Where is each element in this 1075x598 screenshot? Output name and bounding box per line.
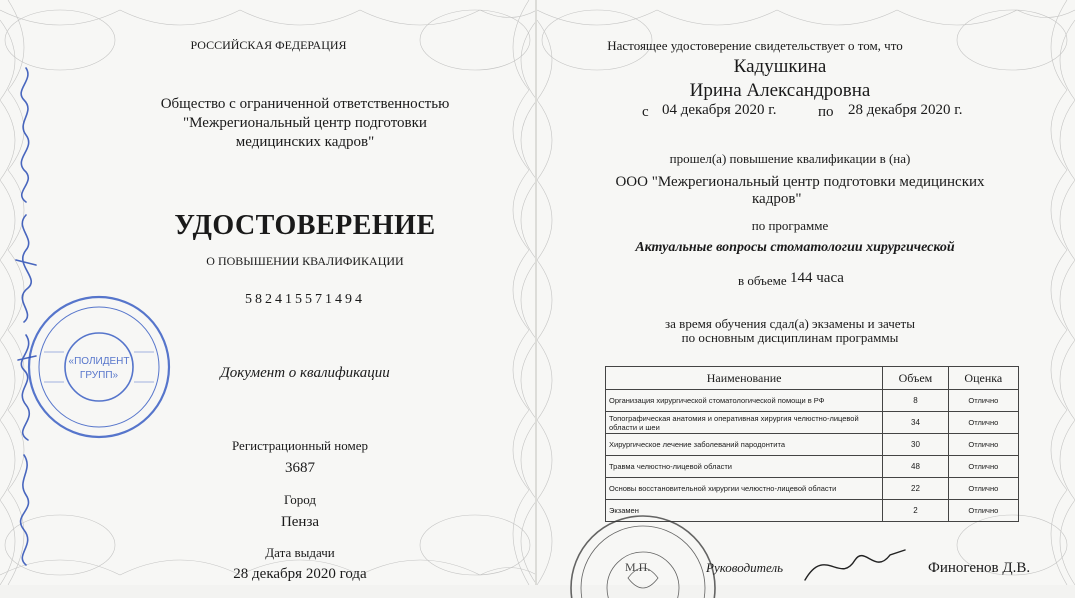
table-header-row bbox=[606, 367, 1019, 390]
registration-label: Регистрационный номер bbox=[232, 438, 368, 453]
country-label: РОССИЙСКАЯ ФЕДЕРАЦИЯ bbox=[190, 38, 347, 52]
org-name-line1: Общество с ограниченной ответственностью bbox=[160, 96, 450, 112]
discipline-name: Основы восстановительной хирургии челюстно-лицевой области bbox=[606, 478, 883, 500]
discipline-hours: 48 bbox=[883, 456, 948, 478]
svg-text:«ПОЛИДЕНТ: «ПОЛИДЕНТ bbox=[68, 356, 130, 367]
registration-value: 3687 bbox=[285, 460, 315, 476]
company-stamp-icon bbox=[24, 292, 174, 442]
discipline-grade: Отлично bbox=[948, 478, 1018, 500]
discipline-name: Хирургическое лечение заболеваний пародонтита bbox=[606, 434, 883, 456]
right-org-line1: ООО "Межрегиональный центр подготовки медицинских bbox=[615, 174, 985, 190]
city-label: Город bbox=[283, 492, 317, 507]
discipline-grade: Отлично bbox=[948, 456, 1018, 478]
discipline-name: Организация хирургической стоматологической помощи в РФ bbox=[606, 390, 883, 412]
period-to-label: по bbox=[818, 104, 834, 120]
right-org-line2: кадров" bbox=[752, 191, 802, 207]
svg-text:ГРУПП»: ГРУПП» bbox=[79, 370, 119, 381]
issue-date-label: Дата выдачи bbox=[265, 545, 335, 560]
discipline-name: Травма челюстно-лицевой области bbox=[606, 456, 883, 478]
disciplines-table bbox=[605, 366, 1019, 522]
table-row bbox=[606, 434, 1019, 456]
org-name-line2: "Межрегиональный центр подготовки bbox=[183, 115, 427, 131]
discipline-name: Экзамен bbox=[606, 500, 883, 522]
intro-text: Настоящее удостоверение свидетельствует о том, что bbox=[607, 38, 903, 53]
exam-text-line1: за время обучения сдал(а) экзамены и зачеты bbox=[665, 316, 915, 331]
holder-surname: Кадушкина bbox=[733, 56, 827, 77]
discipline-hours: 34 bbox=[883, 412, 948, 434]
exam-text-line2: по основным дисциплинам программы bbox=[681, 330, 899, 345]
header-grade: Оценка bbox=[948, 367, 1018, 390]
certificate-number: 582415571494 bbox=[245, 292, 365, 307]
period-from-label: с bbox=[642, 104, 649, 120]
period-to-date: 28 декабря 2020 г. bbox=[848, 102, 963, 118]
discipline-name: Топографическая анатомия и оперативная хирургия челюстно-лицевой области и шеи bbox=[606, 412, 883, 434]
document-type: Документ о квалификации bbox=[220, 365, 390, 381]
discipline-hours: 30 bbox=[883, 434, 948, 456]
document-title: УДОСТОВЕРЕНИЕ bbox=[174, 210, 436, 241]
volume-label: в объеме bbox=[738, 273, 787, 288]
passed-text: прошел(а) повышение квалификации в (на) bbox=[669, 151, 911, 166]
table-row bbox=[606, 412, 1019, 434]
table-row bbox=[606, 478, 1019, 500]
header-name: Наименование bbox=[606, 367, 883, 390]
period-from-date: 04 декабря 2020 г. bbox=[662, 102, 777, 118]
discipline-hours: 22 bbox=[883, 478, 948, 500]
left-page bbox=[0, 0, 537, 585]
program-name: Актуальные вопросы стоматологии хирургической bbox=[635, 240, 955, 255]
head-name: Финогенов Д.В. bbox=[928, 560, 1031, 576]
table-row bbox=[606, 456, 1019, 478]
org-name-line3: медицинских кадров" bbox=[235, 134, 375, 150]
city-value: Пенза bbox=[280, 514, 320, 530]
table-row bbox=[606, 390, 1019, 412]
discipline-grade: Отлично bbox=[948, 390, 1018, 412]
header-volume: Объем bbox=[883, 367, 948, 390]
holder-name: Ирина Александровна bbox=[689, 80, 871, 101]
program-label: по программе bbox=[751, 218, 829, 233]
discipline-grade: Отлично bbox=[948, 412, 1018, 434]
document-subtitle: О ПОВЫШЕНИИ КВАЛИФИКАЦИИ bbox=[206, 254, 404, 268]
handwritten-certification-signature bbox=[6, 60, 46, 580]
discipline-grade: Отлично bbox=[948, 500, 1018, 522]
issue-date-value: 28 декабря 2020 года bbox=[233, 566, 367, 582]
head-signature-icon bbox=[800, 540, 910, 585]
head-label: Руководитель bbox=[706, 560, 784, 575]
discipline-hours: 2 bbox=[883, 500, 948, 522]
volume-value: 144 часа bbox=[790, 270, 844, 286]
discipline-hours: 8 bbox=[883, 390, 948, 412]
discipline-grade: Отлично bbox=[948, 434, 1018, 456]
seal-label: М.П. bbox=[625, 560, 651, 574]
